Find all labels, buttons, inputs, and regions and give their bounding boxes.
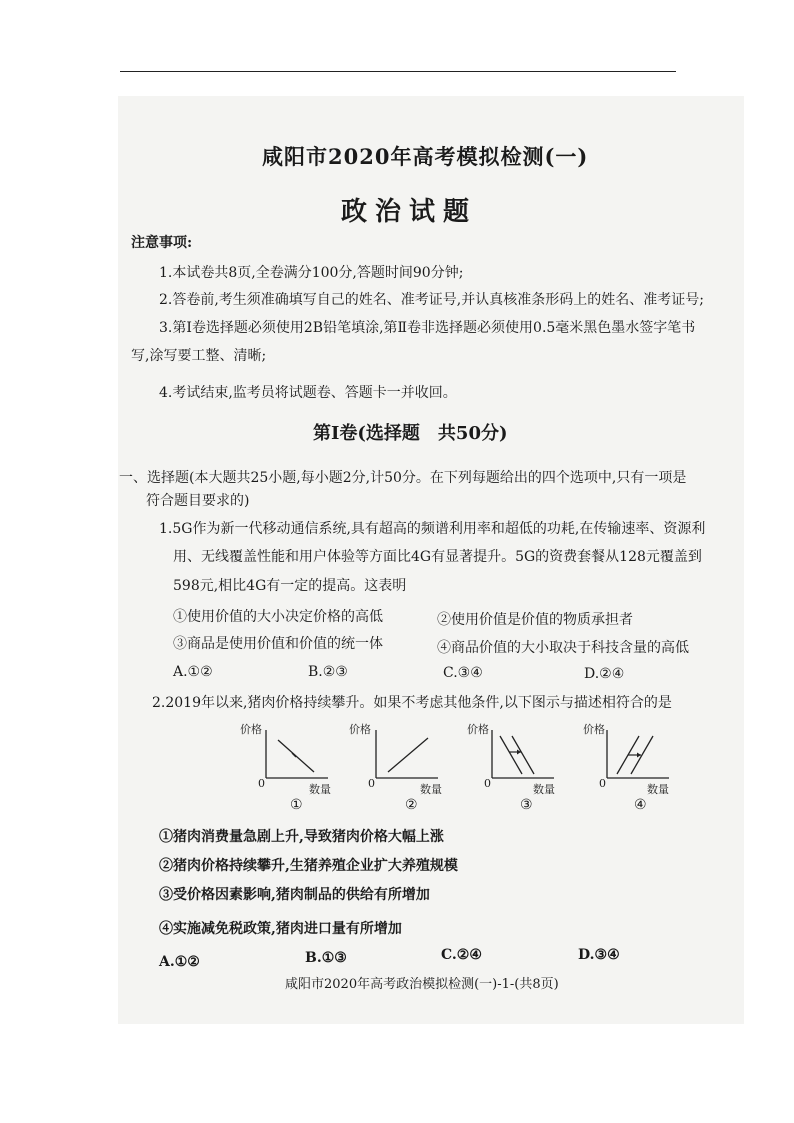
graph-3-x-label: 数量 [533, 783, 555, 796]
q1-statement: ③商品是使用价值和价值的统一体 [173, 636, 383, 652]
graph-1-x-label: 数量 [309, 783, 331, 796]
q1-statement: ①使用价值的大小决定价格的高低 [173, 609, 383, 625]
q2-option-c: C.②④ [441, 947, 482, 963]
q1-option-d: D.②④ [584, 666, 625, 682]
graph-3-supply-demand [488, 728, 558, 782]
graph-3-y-label: 价格 [467, 723, 489, 736]
q2-statement: ③受价格因素影响,猪肉制品的供给有所增加 [159, 887, 430, 903]
page-footer: 咸阳市2020年高考政治模拟检测(一)-1-(共8页) [285, 977, 559, 992]
q2-option-b: B.①③ [305, 950, 347, 966]
q1-option-c: C.③④ [443, 665, 483, 681]
notice-item: 4.考试结束,监考员将试题卷、答题卡一并收回。 [159, 385, 457, 401]
graph-3-origin: 0 [484, 777, 491, 790]
graph-4-supply-demand [603, 728, 673, 782]
exam-title: 咸阳市2020年高考模拟检测(一) [262, 144, 589, 169]
q2-statement: ④实施减免税政策,猪肉进口量有所增加 [159, 921, 402, 937]
graph-3-number: ③ [520, 797, 533, 813]
graph-1-number: ① [290, 797, 303, 813]
notice-item: 写,涂写要工整、清晰; [131, 348, 267, 364]
graph-1-supply-demand [262, 728, 332, 782]
q1-option-a: A.①② [173, 664, 213, 680]
notice-item: 3.第Ⅰ卷选择题必须使用2B铅笔填涂,第Ⅱ卷非选择题必须使用0.5毫米黑色墨水签字笔书 [159, 320, 696, 336]
notice-item: 1.本试卷共8页,全卷满分100分,答题时间90分钟; [159, 265, 464, 281]
graph-4-y-label: 价格 [583, 723, 605, 736]
q1-stem: 1.5G作为新一代移动通信系统,具有超高的频谱利用率和超低的功耗,在传输速率、资源利 [159, 521, 706, 537]
q2-option-a: A.①② [159, 954, 200, 970]
graph-2-x-label: 数量 [420, 783, 442, 796]
q1-option-b: B.②③ [308, 664, 348, 680]
graph-2-supply-demand [372, 728, 442, 782]
graph-1-y-label: 价格 [240, 723, 262, 736]
notice-item: 2.答卷前,考生须准确填写自己的姓名、准考证号,并认真核准条形码上的姓名、准考证号; [159, 292, 704, 308]
graph-4-origin: 0 [599, 777, 606, 790]
q1-statement: ④商品价值的大小取决于科技含量的高低 [437, 640, 689, 656]
part-instruction: 符合题目要求的) [146, 493, 250, 509]
q2-option-d: D.③④ [578, 947, 620, 963]
section-title: 第Ⅰ卷(选择题 共50分) [313, 423, 508, 444]
graph-2-y-label: 价格 [349, 723, 371, 736]
graph-2-number: ② [405, 797, 418, 813]
notice-heading: 注意事项: [131, 235, 193, 251]
top-rule [120, 71, 676, 72]
graph-4-number: ④ [634, 797, 647, 813]
graph-1-origin: 0 [258, 777, 265, 790]
q2-statement: ②猪肉价格持续攀升,生猪养殖企业扩大养殖规模 [159, 858, 458, 874]
graph-2-origin: 0 [368, 777, 375, 790]
subject-title: 政治试题 [341, 197, 478, 227]
q1-stem: 598元,相比4G有一定的提高。这表明 [173, 578, 407, 594]
part-instruction: 一、选择题(本大题共25小题,每小题2分,计50分。在下列每题给出的四个选项中,只有一项是 [119, 470, 687, 486]
graph-4-x-label: 数量 [647, 783, 669, 796]
q2-stem: 2.2019年以来,猪肉价格持续攀升。如果不考虑其他条件,以下图示与描述相符合的是 [152, 695, 672, 711]
q1-statement: ②使用价值是价值的物质承担者 [437, 612, 633, 628]
q2-statement: ①猪肉消费量急剧上升,导致猪肉价格大幅上涨 [159, 829, 444, 845]
q1-stem: 用、无线覆盖性能和用户体验等方面比4G有显著提升。5G的资费套餐从128元覆盖到 [173, 549, 702, 565]
